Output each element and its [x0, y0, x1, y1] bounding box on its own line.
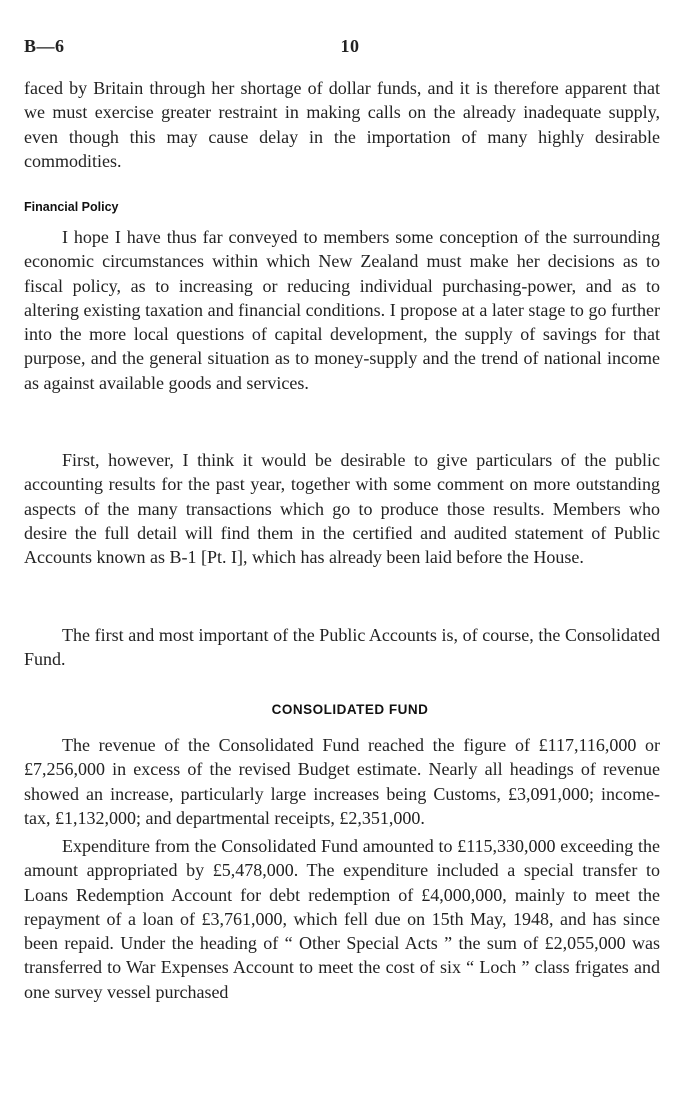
- consolidated-fund-paragraph-1: The revenue of the Consolidated Fund reached the figure of £117,116,000 or £7,256,000 in excess of the revised Budget estimate. Nearly all headings of revenue showed an increase, particularly large increases being Customs, £3,091,000; income-tax, £1,132,000; and departmental receipts, £2,351,000.: [24, 735, 660, 828]
- page-number: 10: [340, 36, 360, 56]
- financial-policy-paragraph-3: The first and most important of the Public Accounts is, of course, the Consolidated Fund.: [24, 625, 660, 670]
- document-reference: B—6: [24, 36, 65, 56]
- financial-policy-paragraph-1: I hope I have thus far conveyed to members some conception of the surrounding economic circumstances within which New Zealand must make her decisions as to fiscal policy, as to increasing or reducing individual purchasing-power, and as to altering existing taxation and financial conditions. I propose at a later stage to go further into the more local questions of capital development, the supply of savings for that purpose, and the general situation as to money-supply and the trend of national income as against available goods and services.: [24, 227, 660, 393]
- intro-paragraph: faced by Britain through her shortage of dollar funds, and it is therefore apparent that we must exercise greater restraint in making calls on the already inadequate supply, even though this may cause delay in the importation of many highly desirable commodities.: [24, 78, 660, 171]
- consolidated-fund-paragraph-2: Expenditure from the Consolidated Fund amounted to £115,330,000 exceeding the amount appropriated by £5,478,000. The expenditure included a special transfer to Loans Redemption Account for debt redemption of £4,000,000, mainly to meet the repayment of a loan of £3,761,000, which fell due on 15th May, 1948, and has since been repaid. Under the heading of “ Other Special Acts ” the sum of £2,055,000 was transferred to War Expenses Account to meet the cost of six “ Loch ” class frigates and one survey vessel purchased: [24, 836, 660, 1002]
- consolidated-fund-heading: CONSOLIDATED FUND: [271, 702, 429, 717]
- financial-policy-paragraph-2: First, however, I think it would be desirable to give particulars of the public accounting results for the past year, together with some comment on more outstanding aspects of the many transactions which go to produce those results. Members who desire the full detail will find them in the certified and audited statement of Public Accounts known as B-1 [Pt. I], which has already been laid before the House.: [24, 450, 660, 568]
- financial-policy-heading: Financial Policy: [24, 200, 119, 214]
